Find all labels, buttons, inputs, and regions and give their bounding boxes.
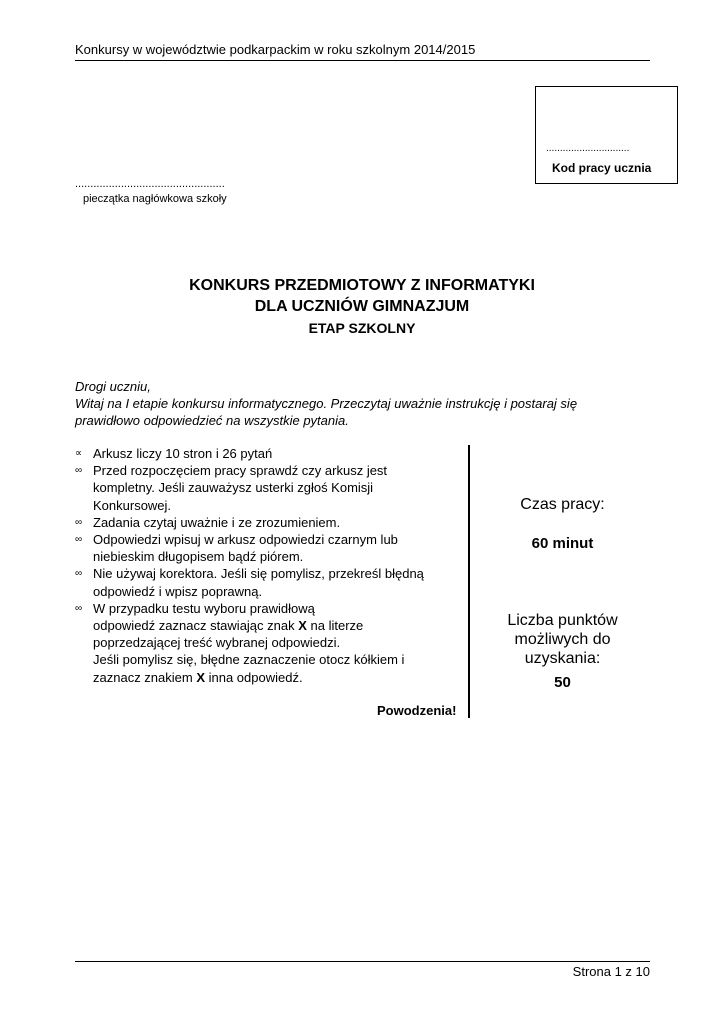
page-number: Strona 1 z 10 [572,964,650,979]
infinity-bullet-icon: ∞ [75,516,83,528]
page-header: Konkursy w województwie podkarpackim w roku szkolnym 2014/2015 [75,42,476,57]
title-line-3: ETAP SZKOLNY [308,320,416,336]
infinity-bullet-icon: ∞ [75,602,83,614]
instructions-list [75,445,465,686]
stamp-label: pieczątka nagłówkowa szkoły [83,193,227,205]
footer-divider [75,961,650,962]
intro-line-2: prawidłowo odpowiedzieć na wszystkie pytania. [75,413,349,428]
list-item: ∞ Przed rozpoczęciem pracy sprawdź czy arkusz jest kompletny. Jeśli zauważysz usterki zgłoś Komisji Konkursowej. [75,463,388,513]
points-value: 50 [554,674,571,691]
intro-line-1: Witaj na I etapie konkursu informatycznego. Przeczytaj uważnie instrukcję i postaraj się [75,396,578,411]
intro-greeting: Drogi uczniu, [75,379,151,394]
list-item: ∞ Zadania czytaj uważnie i ze zrozumieniem. [75,514,341,530]
infinity-bullet-icon: ∞ [75,534,83,546]
student-code-box [535,86,678,184]
infinity-bullet-icon: ∝ [75,448,83,459]
vertical-divider [468,445,470,718]
code-label: Kod pracy ucznia [552,161,652,175]
points-label: Liczba punktów możliwych do uzyskania: [507,612,618,667]
intro-text [75,378,655,429]
stamp-placeholder-dots: ................................................. [75,178,225,190]
good-luck-text: Powodzenia! [377,703,457,718]
title-line-1: KONKURS PRZEDMIOTOWY Z INFORMATYKI [189,277,535,294]
time-label: Czas pracy: [520,496,605,513]
infinity-bullet-icon: ∞ [75,568,83,580]
infinity-bullet-icon: ∞ [75,465,83,477]
list-item: ∝ Arkusz liczy 10 stron i 26 pytań [75,446,273,461]
header-divider [75,60,650,61]
list-item: ∞ Odpowiedzi wpisuj w arkusz odpowiedzi czarnym lub niebieskim długopisem bądź piórem. [75,532,398,565]
title-line-2: DLA UCZNIÓW GIMNAZJUM [254,298,470,315]
code-placeholder-dots: .............................. [546,143,630,154]
list-item: ∞ W przypadku testu wyboru prawidłową odpowiedź zaznacz stawiając znak X na literze poprzedzającej treść wybranej odpowiedzi. Jeśli pomylisz się, błędne zaznaczenie otocz kółkiem i zaznacz znakiem X inna odpowiedź. [75,600,405,685]
time-value: 60 minut [531,535,594,552]
list-item: ∞ Nie używaj korektora. Jeśli się pomylisz, przekreśl błędną odpowiedź i wpisz poprawną. [75,566,424,599]
